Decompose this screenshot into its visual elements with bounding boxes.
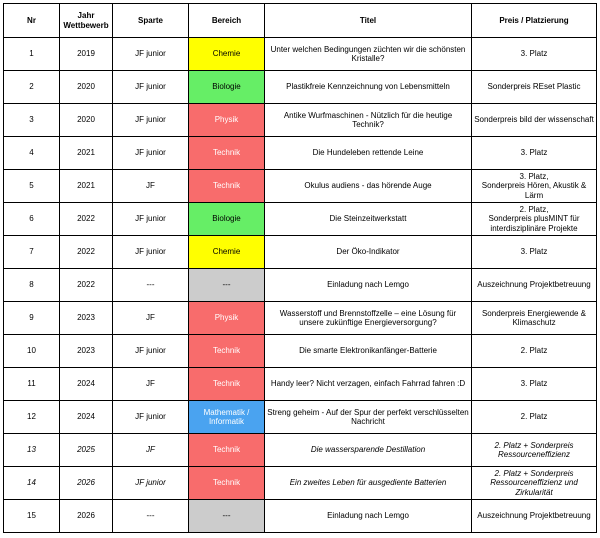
- cell-bereich: Mathematik / Informatik: [189, 401, 265, 434]
- cell-nr: 7: [4, 236, 60, 269]
- cell-sparte: JF: [113, 302, 189, 335]
- cell-preis: Sonderpreis Energiewende & Klimaschutz: [472, 302, 597, 335]
- header-jahr: [60, 4, 113, 38]
- cell-jahr: 2026: [60, 500, 113, 533]
- table-row: [4, 236, 597, 269]
- cell-preis: 2. Platz + Sonderpreis Ressourceneffizienz: [472, 434, 597, 467]
- table-row: [4, 137, 597, 170]
- cell-bereich: Technik: [189, 170, 265, 203]
- cell-preis: 3. Platz: [472, 368, 597, 401]
- table-row: [4, 104, 597, 137]
- cell-sparte: JF junior: [113, 236, 189, 269]
- cell-sparte: JF junior: [113, 467, 189, 500]
- cell-titel: Die smarte Elektronikanfänger-Batterie: [265, 335, 472, 368]
- cell-sparte: JF junior: [113, 38, 189, 71]
- cell-bereich: Technik: [189, 137, 265, 170]
- cell-preis: 2. Platz, Sonderpreis plusMINT für interdisziplinäre Projekte: [472, 203, 597, 236]
- cell-bereich: Biologie: [189, 203, 265, 236]
- cell-sparte: ---: [113, 500, 189, 533]
- cell-nr: 5: [4, 170, 60, 203]
- cell-bereich: Biologie: [189, 71, 265, 104]
- header-titel: Titel: [265, 4, 472, 38]
- table-row: [4, 38, 597, 71]
- cell-jahr: 2025: [60, 434, 113, 467]
- cell-preis: Auszeichnung Projektbetreuung: [472, 269, 597, 302]
- table-row: [4, 302, 597, 335]
- cell-preis: 2. Platz: [472, 401, 597, 434]
- table-row: [4, 170, 597, 203]
- cell-sparte: JF junior: [113, 401, 189, 434]
- cell-titel: Antike Wurfmaschinen - Nützlich für die heutige Technik?: [265, 104, 472, 137]
- cell-bereich: Technik: [189, 434, 265, 467]
- cell-preis: 2. Platz: [472, 335, 597, 368]
- header-bereich: Bereich: [189, 4, 265, 38]
- cell-bereich: Chemie: [189, 38, 265, 71]
- cell-bereich: Chemie: [189, 236, 265, 269]
- cell-bereich: ---: [189, 500, 265, 533]
- cell-titel: Die Steinzeitwerkstatt: [265, 203, 472, 236]
- header-nr: Nr: [4, 4, 60, 38]
- cell-jahr: 2019: [60, 38, 113, 71]
- cell-preis: 2. Platz + Sonderpreis Ressourceneffizienz und Zirkularität: [472, 467, 597, 500]
- cell-sparte: JF junior: [113, 137, 189, 170]
- header-row: [4, 4, 597, 38]
- cell-titel: Okulus audiens - das hörende Auge: [265, 170, 472, 203]
- cell-nr: 1: [4, 38, 60, 71]
- cell-jahr: 2023: [60, 302, 113, 335]
- cell-nr: 14: [4, 467, 60, 500]
- cell-preis: 3. Platz: [472, 38, 597, 71]
- cell-titel: Der Öko-Indikator: [265, 236, 472, 269]
- cell-jahr: 2024: [60, 368, 113, 401]
- cell-sparte: JF junior: [113, 335, 189, 368]
- cell-sparte: ---: [113, 269, 189, 302]
- cell-jahr: 2026: [60, 467, 113, 500]
- cell-titel: Handy leer? Nicht verzagen, einfach Fahrrad fahren :D: [265, 368, 472, 401]
- table-row: [4, 467, 597, 500]
- cell-titel: Die wassersparende Destillation: [265, 434, 472, 467]
- table-row: [4, 335, 597, 368]
- header-sparte: Sparte: [113, 4, 189, 38]
- table-row: [4, 269, 597, 302]
- header-preis: Preis / Platzierung: [472, 4, 597, 38]
- cell-titel: Unter welchen Bedingungen züchten wir die schönsten Kristalle?: [265, 38, 472, 71]
- cell-nr: 2: [4, 71, 60, 104]
- cell-jahr: 2020: [60, 104, 113, 137]
- cell-nr: 12: [4, 401, 60, 434]
- cell-nr: 8: [4, 269, 60, 302]
- cell-jahr: 2021: [60, 170, 113, 203]
- cell-bereich: Physik: [189, 104, 265, 137]
- cell-jahr: 2022: [60, 269, 113, 302]
- cell-titel: Wasserstoff und Brennstoffzelle – eine Lösung für unsere zukünftige Energieversorgung?: [265, 302, 472, 335]
- cell-nr: 3: [4, 104, 60, 137]
- cell-nr: 10: [4, 335, 60, 368]
- table-row: [4, 401, 597, 434]
- cell-preis: Auszeichnung Projektbetreuung: [472, 500, 597, 533]
- cell-preis: Sonderpreis bild der wissenschaft: [472, 104, 597, 137]
- cell-nr: 6: [4, 203, 60, 236]
- cell-nr: 13: [4, 434, 60, 467]
- header-jahr-label: Jahr Wettbewerb: [63, 11, 109, 30]
- cell-bereich: ---: [189, 269, 265, 302]
- table-row: [4, 434, 597, 467]
- cell-bereich: Physik: [189, 302, 265, 335]
- cell-preis: Sonderpreis REset Plastic: [472, 71, 597, 104]
- cell-sparte: JF junior: [113, 71, 189, 104]
- cell-jahr: 2022: [60, 203, 113, 236]
- table-row: [4, 368, 597, 401]
- cell-sparte: JF: [113, 368, 189, 401]
- cell-nr: 15: [4, 500, 60, 533]
- cell-titel: Plastikfreie Kennzeichnung von Lebensmitteln: [265, 71, 472, 104]
- table-body: [4, 38, 597, 533]
- cell-jahr: 2024: [60, 401, 113, 434]
- cell-jahr: 2020: [60, 71, 113, 104]
- cell-sparte: JF: [113, 434, 189, 467]
- cell-nr: 9: [4, 302, 60, 335]
- cell-titel: Die Hundeleben rettende Leine: [265, 137, 472, 170]
- cell-titel: Streng geheim - Auf der Spur der perfekt verschlüsselten Nachricht: [265, 401, 472, 434]
- cell-preis: 3. Platz, Sonderpreis Hören, Akustik & Lärm: [472, 170, 597, 203]
- table-row: [4, 203, 597, 236]
- cell-sparte: JF junior: [113, 203, 189, 236]
- cell-sparte: JF: [113, 170, 189, 203]
- cell-preis: 3. Platz: [472, 236, 597, 269]
- projects-table: [3, 3, 597, 533]
- cell-sparte: JF junior: [113, 104, 189, 137]
- cell-bereich: Technik: [189, 368, 265, 401]
- cell-preis: 3. Platz: [472, 137, 597, 170]
- cell-titel: Einladung nach Lemgo: [265, 500, 472, 533]
- cell-nr: 11: [4, 368, 60, 401]
- cell-titel: Ein zweites Leben für ausgediente Batterien: [265, 467, 472, 500]
- cell-jahr: 2023: [60, 335, 113, 368]
- table-row: [4, 71, 597, 104]
- cell-bereich: Technik: [189, 335, 265, 368]
- cell-titel: Einladung nach Lemgo: [265, 269, 472, 302]
- cell-jahr: 2021: [60, 137, 113, 170]
- cell-jahr: 2022: [60, 236, 113, 269]
- table-row: [4, 500, 597, 533]
- cell-bereich: Technik: [189, 467, 265, 500]
- cell-nr: 4: [4, 137, 60, 170]
